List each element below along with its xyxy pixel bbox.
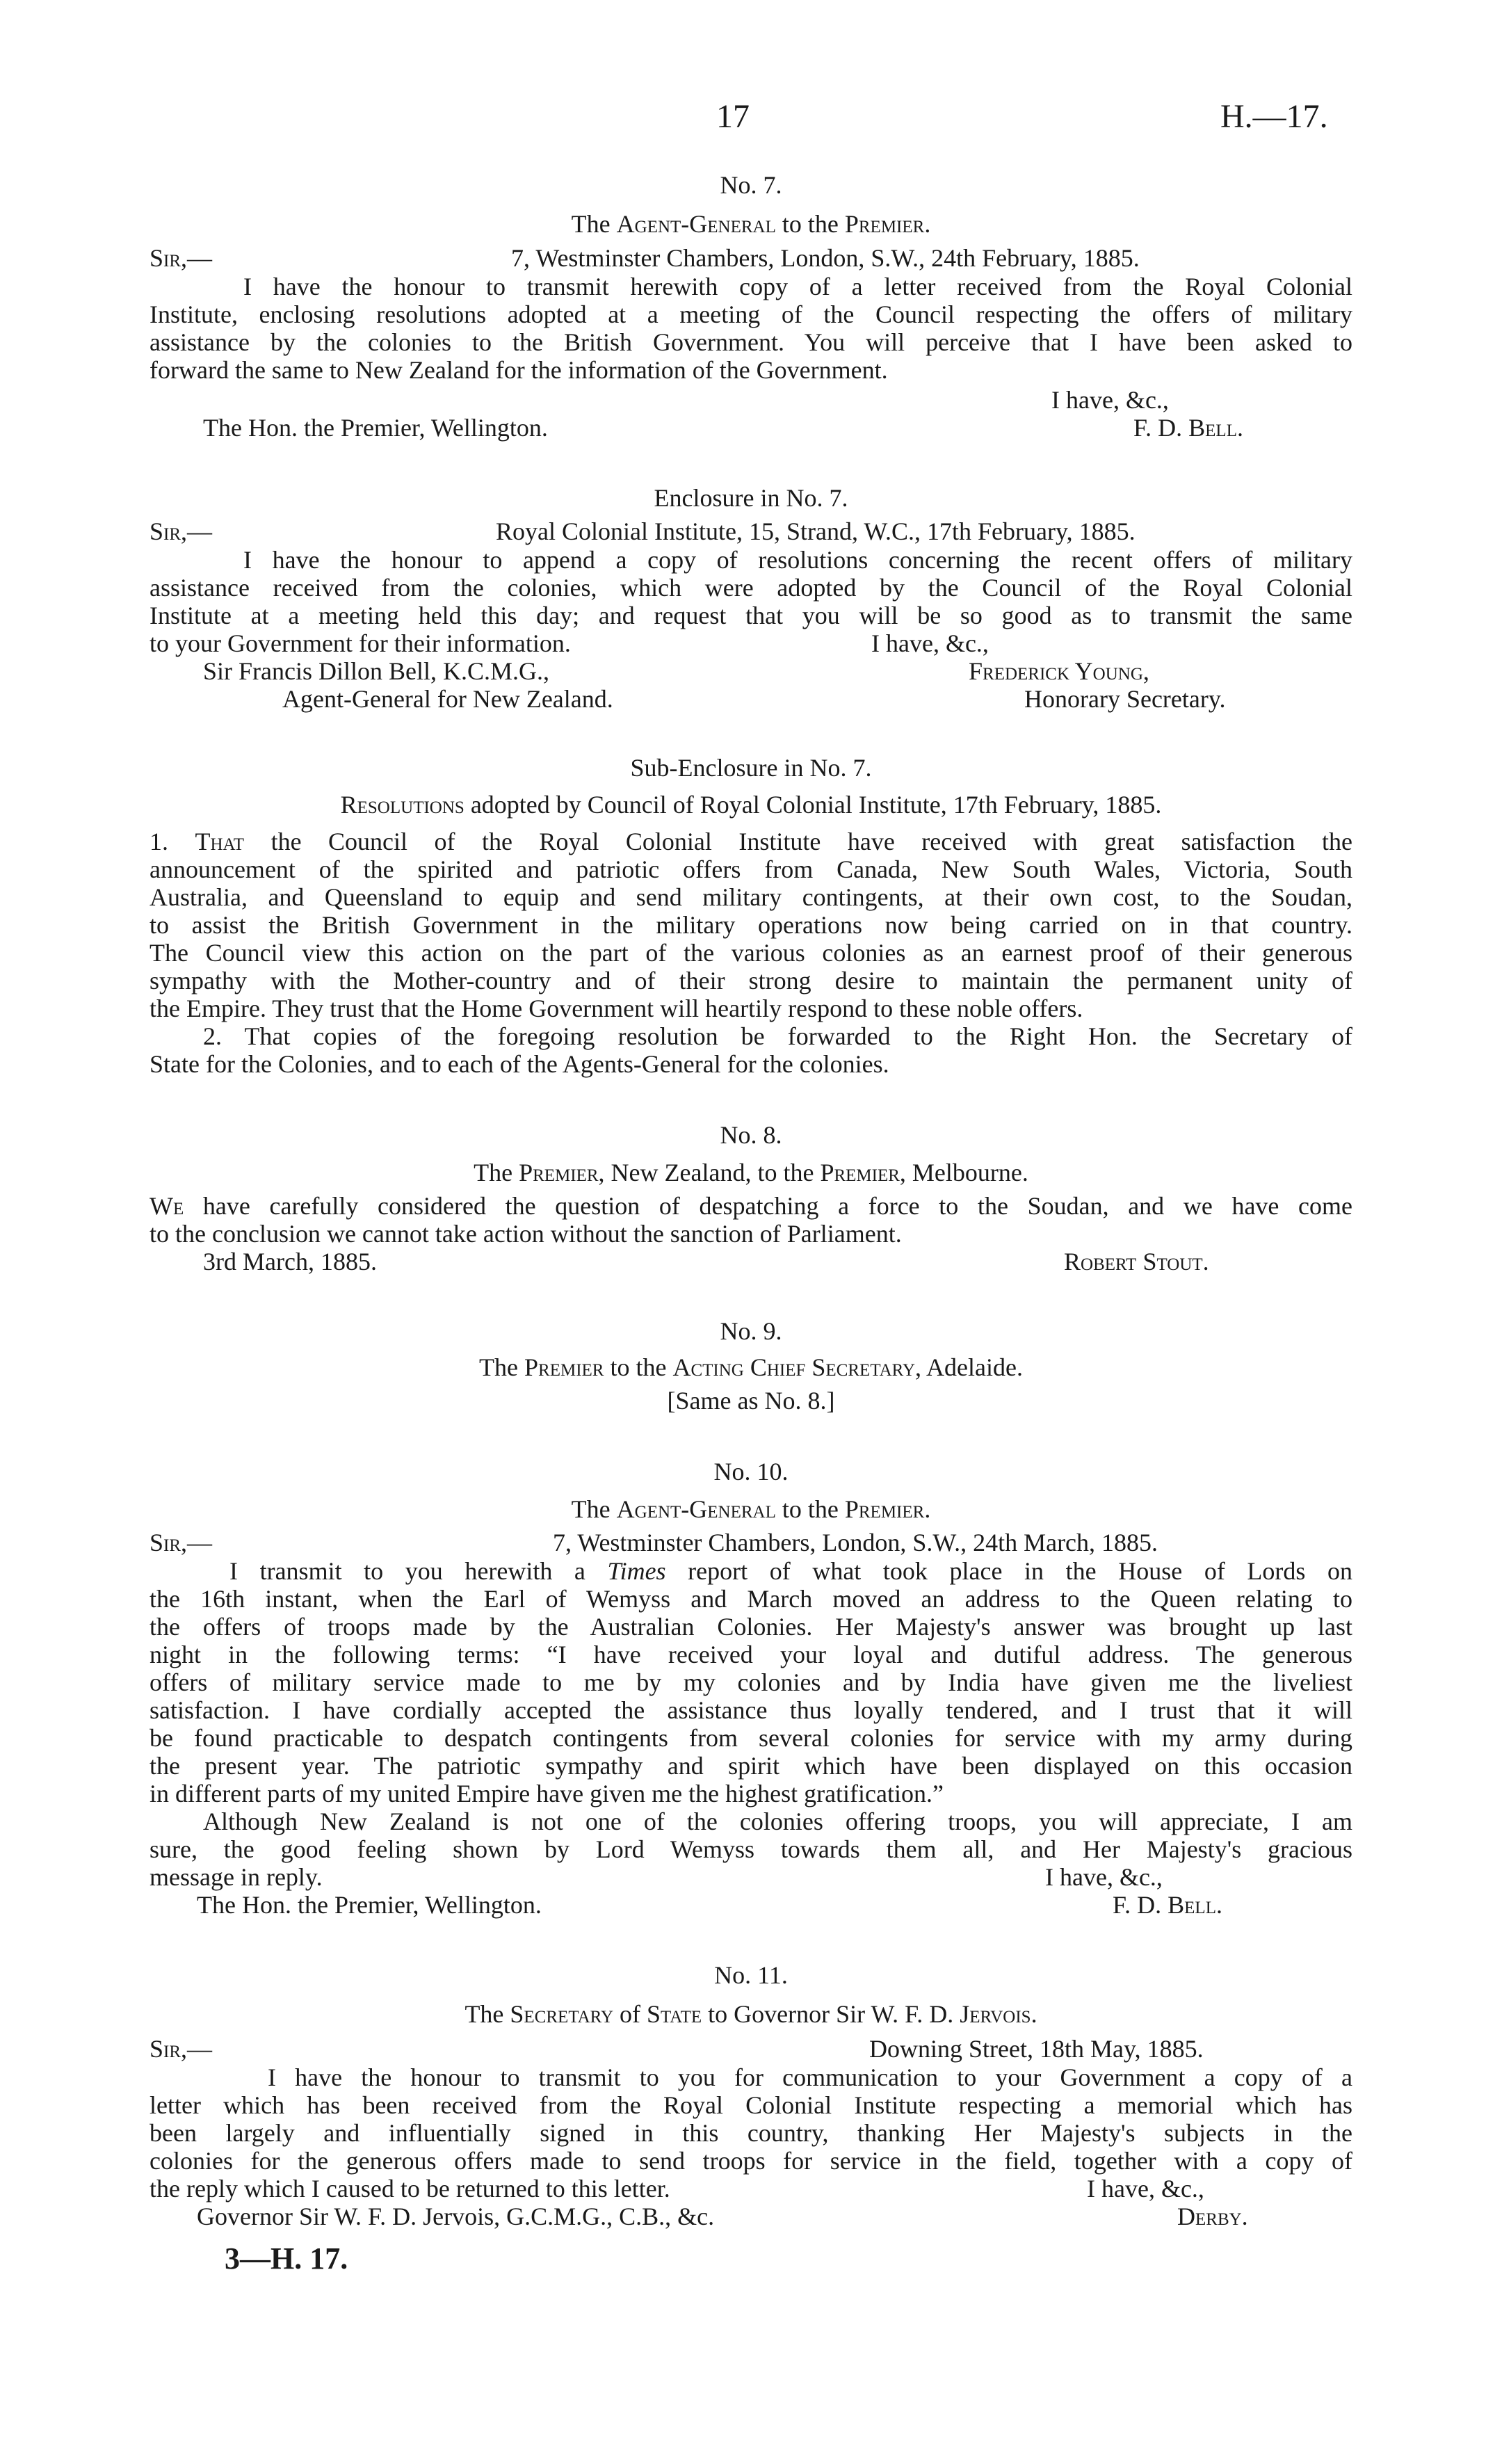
encl7-addressee: Sir Francis Dillon Bell, K.C.M.G.,	[203, 657, 550, 685]
no8-body-line: to the conclusion we cannot take action without the sanction of Parliament.	[150, 1220, 902, 1248]
no10-heading: No. 10.	[713, 1458, 789, 1485]
no7-closing: I have, &c.,	[1051, 386, 1169, 414]
encl7-closing: I have, &c.,	[871, 629, 989, 657]
resolution-1-line: Australia, and Queensland to equip and send military contingents, at their own cost, to the Soudan,	[150, 883, 1352, 911]
encl7-addressee-title: Agent-General for New Zealand.	[282, 685, 613, 713]
encl7-signature-title: Honorary Secretary.	[1024, 685, 1226, 713]
no10-closing: I have, &c.,	[1045, 1863, 1163, 1891]
no10-para2-line: Although New Zealand is not one of the colonies offering troops, you will appreciate, I am	[203, 1807, 1352, 1835]
no11-salutation: Sir,—	[150, 2035, 213, 2063]
no7-addressee: The Hon. the Premier, Wellington.	[203, 414, 548, 442]
no11-address: Downing Street, 18th May, 1885.	[869, 2035, 1204, 2063]
no10-body-line: I transmit to you herewith a Times report of what took place in the House of Lords on	[229, 1557, 1353, 1585]
no8-date: 3rd March, 1885.	[203, 1248, 377, 1275]
no11-body-line: colonies for the generous offers made to send troops for service in the field, together with a copy of	[150, 2147, 1352, 2175]
encl7-body-line: I have the honour to append a copy of resolutions concerning the recent offers of military	[243, 546, 1352, 574]
no10-body-line: offers of military service made to me by my colonies and by India have given me the liveliest	[150, 1668, 1352, 1696]
encl7-heading: Enclosure in No. 7.	[654, 484, 848, 512]
no9-note: [Same as No. 8.]	[667, 1387, 835, 1415]
no9-heading: No. 9.	[720, 1317, 782, 1345]
resolution-2-line: State for the Colonies, and to each of the Agents-General for the colonies.	[150, 1050, 889, 1078]
no10-signature: F. D. Bell.	[1113, 1891, 1222, 1919]
no7-signature: F. D. Bell.	[1133, 414, 1243, 442]
no10-body-line: night in the following terms: “I have received your loyal and dutiful address. The generous	[150, 1641, 1352, 1668]
no7-body-line: Institute, enclosing resolutions adopted at a meeting of the Council respecting the offers of military	[150, 300, 1352, 328]
encl7-salutation: Sir,—	[150, 517, 213, 545]
subencl7-title: Resolutions adopted by Council of Royal Colonial Institute, 17th February, 1885.	[340, 791, 1162, 819]
no11-heading: No. 11.	[714, 1961, 788, 1989]
page-number: 17	[716, 98, 750, 135]
no10-body-line: the offers of troops made by the Australian Colonies. Her Majesty's answer was brought up last	[150, 1613, 1352, 1641]
subencl7-heading: Sub-Enclosure in No. 7.	[630, 754, 872, 782]
resolution-1-line: sympathy with the Mother-country and of their strong desire to maintain the permanent unity of	[150, 967, 1352, 995]
no8-title: The Premier, New Zealand, to the Premier, Melbourne.	[474, 1159, 1028, 1186]
page-footer-code: 3—H. 17.	[225, 2241, 348, 2276]
no11-addressee: Governor Sir W. F. D. Jervois, G.C.M.G., C.B., &c.	[197, 2203, 715, 2230]
encl7-address: Royal Colonial Institute, 15, Strand, W.C., 17th February, 1885.	[496, 517, 1136, 545]
no7-title: The Agent-General to the Premier.	[571, 210, 931, 238]
no7-salutation: Sir,—	[150, 244, 213, 272]
encl7-signature: Frederick Young,	[969, 657, 1149, 685]
no7-body-line: I have the honour to transmit herewith copy of a letter received from the Royal Colonial	[243, 273, 1352, 300]
resolution-1-first-line: 1. That the Council of the Royal Colonial Institute have received with great satisfaction the	[150, 828, 1352, 855]
no8-signature: Robert Stout.	[1064, 1248, 1209, 1275]
no10-body-line: satisfaction. I have cordially accepted the assistance thus loyally tendered, and I trust that it will	[150, 1696, 1352, 1724]
no7-address: 7, Westminster Chambers, London, S.W., 24th February, 1885.	[511, 244, 1140, 272]
no11-closing: I have, &c.,	[1087, 2175, 1204, 2203]
no10-title: The Agent-General to the Premier.	[571, 1495, 931, 1523]
no9-title: The Premier to the Acting Chief Secretary, Adelaide.	[479, 1353, 1023, 1381]
no11-body-line: the reply which I caused to be returned to this letter.	[150, 2175, 670, 2203]
no8-body-line: We have carefully considered the question of despatching a force to the Soudan, and we have come	[150, 1192, 1352, 1220]
resolution-1-line: announcement of the spirited and patriotic offers from Canada, New South Wales, Victoria, South	[150, 855, 1352, 883]
no10-address: 7, Westminster Chambers, London, S.W., 24th March, 1885.	[553, 1529, 1158, 1556]
no11-body-line: been largely and influentially signed in this country, thanking Her Majesty's subjects in the	[150, 2119, 1352, 2147]
encl7-body-line: to your Government for their information.	[150, 629, 571, 657]
no7-body-line: assistance by the colonies to the British Government. You will perceive that I have been asked to	[150, 328, 1352, 356]
no11-title: The Secretary of State to Governor Sir W. F. D. Jervois.	[464, 2000, 1037, 2028]
no7-heading: No. 7.	[720, 171, 782, 199]
resolution-2-line: 2. That copies of the foregoing resolution be forwarded to the Right Hon. the Secretary of	[203, 1022, 1352, 1050]
no7-body-line: forward the same to New Zealand for the information of the Government.	[150, 356, 888, 384]
resolution-1-line: The Council view this action on the part of the various colonies as an earnest proof of their generous	[150, 939, 1352, 967]
no8-heading: No. 8.	[720, 1121, 782, 1149]
resolution-1-line: to assist the British Government in the military operations now being carried on in that country.	[150, 911, 1352, 939]
encl7-body-line: Institute at a meeting held this day; and request that you will be so good as to transmit the same	[150, 602, 1352, 629]
no10-salutation: Sir,—	[150, 1529, 213, 1556]
no11-body-line: letter which has been received from the Royal Colonial Institute respecting a memorial which has	[150, 2091, 1352, 2119]
document-code: H.—17.	[1220, 98, 1328, 135]
no10-body-line: in different parts of my united Empire have given me the highest gratification.”	[150, 1780, 944, 1807]
no10-body-line: the present year. The patriotic sympathy and spirit which have been displayed on this occasion	[150, 1752, 1352, 1780]
no10-body-line: the 16th instant, when the Earl of Wemyss and March moved an address to the Queen relating to	[150, 1585, 1352, 1613]
no11-signature: Derby.	[1177, 2203, 1248, 2230]
no10-body-line: be found practicable to despatch contingents from several colonies for service with my army during	[150, 1724, 1352, 1752]
no11-body-line: I have the honour to transmit to you for communication to your Government a copy of a	[268, 2063, 1352, 2091]
resolution-1-line: the Empire. They trust that the Home Government will heartily respond to these noble offers.	[150, 995, 1083, 1022]
encl7-body-line: assistance received from the colonies, which were adopted by the Council of the Royal Colonial	[150, 574, 1352, 602]
no10-para2-line: message in reply.	[150, 1863, 323, 1891]
no10-addressee: The Hon. the Premier, Wellington.	[197, 1891, 542, 1919]
no10-para2-line: sure, the good feeling shown by Lord Wemyss towards them all, and Her Majesty's gracious	[150, 1835, 1352, 1863]
